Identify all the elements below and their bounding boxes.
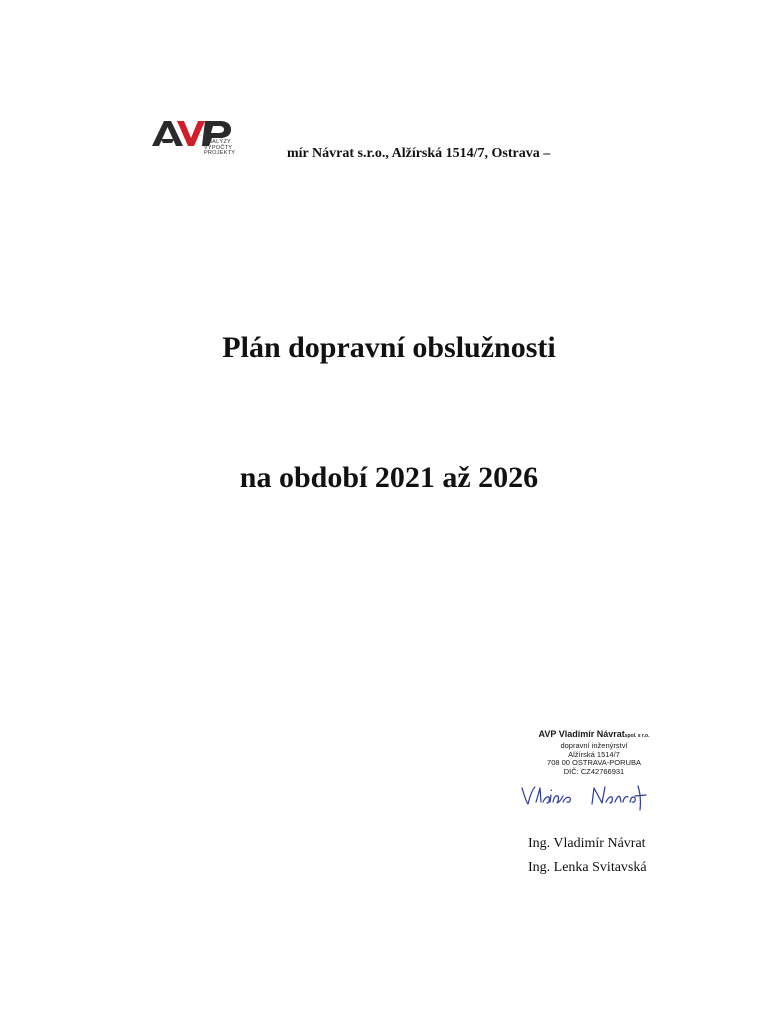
logo-subtitle-line: PROJEKTY bbox=[204, 150, 236, 157]
stamp-line: dopravní inženýrství bbox=[560, 741, 628, 750]
document-title: Plán dopravní obslužnosti bbox=[222, 331, 556, 364]
handwritten-signature bbox=[516, 778, 656, 814]
stamp-company-suffix: spol. s r.o. bbox=[624, 733, 650, 739]
logo-subtitle-line: VÝPOČTY bbox=[204, 144, 233, 151]
author-name: Ing. Vladimír Návrat bbox=[528, 836, 646, 851]
stamp-company-main: AVP Vladimír Návrat bbox=[538, 729, 625, 739]
stamp-line: DIČ: CZ42766931 bbox=[563, 766, 625, 776]
logo-subtitle bbox=[204, 140, 235, 157]
company-header-line: mír Návrat s.r.o., Alžírská 1514/7, Ostrava – bbox=[287, 146, 551, 161]
stamp-line: 708 00 OSTRAVA-PORUBA bbox=[547, 758, 641, 767]
company-stamp bbox=[519, 729, 669, 776]
document-subtitle: na období 2021 až 2026 bbox=[239, 461, 539, 494]
logo-subtitle-line: ANALÝZY bbox=[204, 139, 231, 145]
stamp-line: Alžírská 1514/7 bbox=[568, 749, 620, 759]
avp-logo bbox=[150, 116, 242, 172]
author-name: Ing. Lenka Svitavská bbox=[528, 860, 647, 875]
